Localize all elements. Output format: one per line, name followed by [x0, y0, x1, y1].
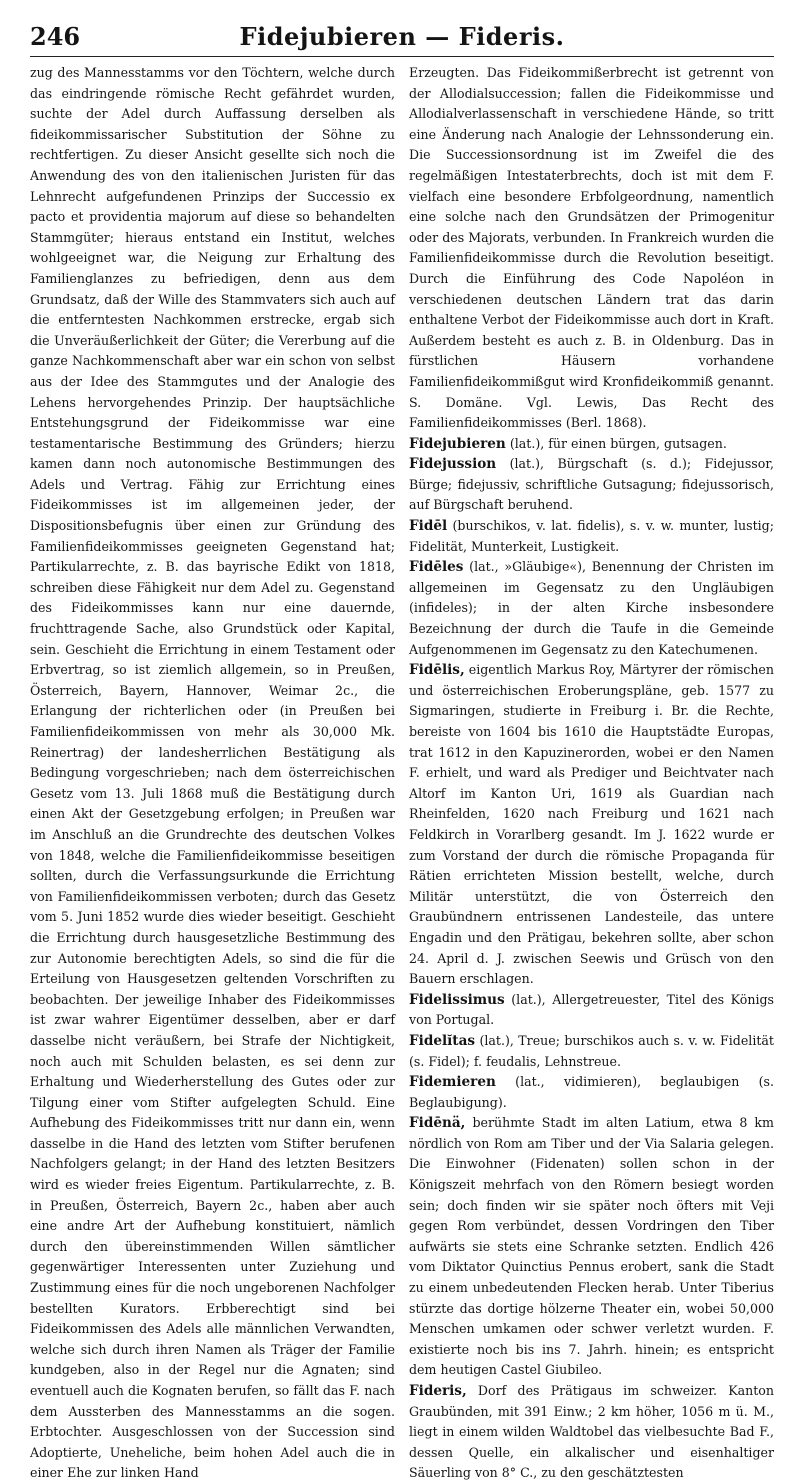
entry-headword: Fidejussion [409, 456, 497, 473]
left-column [30, 63, 395, 1484]
entry-text: eigentlich Markus Roy, Märtyrer der römischen und österreichischen Eroberungspläne, geb. 1577 zu Sigmaringen, studierte in Freiburg i. Br. die Rechte, bereiste von 1604 bis 1610 die Hauptstädte Europas, trat 1612 in den Kapuzinerorden, wobei er den Namen F. erhielt, und ward als Prediger und Beichtvater nach Altorf im Kanton Uri, 1619 als Guardian nach Rheinfelden, 1620 nach Freiburg und 1621 nach Feldkirch in Vorarlberg gesandt. Im J. 1622 wurde er zum Vorstand der durch die römische Propaganda für Rätien errichteten Mission bestellt, welche, durch Militär unterstützt, die von Österreich den Graubündnern entrissenen Landesteile, das untere Engadin und den Prätigau, bekehren sollte, aber schon 24. April d. J. zwischen Seewis und Grüsch von den Bauern erschlagen. [409, 662, 774, 987]
entry-fidejubieren [409, 434, 774, 455]
entry-headword: Fidelĭtas [409, 1032, 476, 1049]
entry-headword: Fideris, [409, 1383, 467, 1399]
entry-text: (lat., vidimieren), beglaubigen (s. Beglaubigung). [409, 1074, 774, 1110]
entry-text: Dorf des Prätigaus im schweizer. Kanton Graubünden, mit 391 Einw.; 2 km höher, 1056 m ü. M., liegt in einem wilden Waldtobel das vielbesuchte Bad F., dessen Quelle, ein alkalischer und eisenhaltiger Säuerling von 8° C., zu den geschätztesten [409, 1383, 774, 1481]
entry-fidenae [409, 1113, 774, 1381]
entry-fidemieren [409, 1072, 774, 1113]
entry-text: (lat.), Allergetreuester, Titel des Königs von Portugal. [409, 991, 774, 1028]
entry-headword: Fidejubieren [409, 435, 506, 452]
page-number: 246 [30, 22, 81, 51]
entry-headword: Fidēl [409, 518, 448, 535]
entry-fidelitas [409, 1031, 774, 1072]
text-columns [30, 63, 774, 1484]
running-head: Fidejubieren — Fideris. [239, 22, 565, 51]
right-column [409, 63, 774, 1484]
entry-fidelissimus [409, 990, 774, 1031]
entry-text: Erzeugten. Das Fideikommißerbrecht ist getrennt von der Allodialsuccession; fallen die Fideikommisse und Allodialverlassenschaft in verschiedene Hände, so tritt eine Änderung nach Analogie der Lehnssonderung ein. Die Successionsordnung ist im Zweifel die des regelmäßigen Intestaterbrechts, doch ist mit dem F. vielfach eine besondere Erbfolgeordnung, namentlich eine solche nach den Grundsätzen der Primogenitur oder des Majorats, verbunden. In Frankreich wurden die Familienfideikommisse durch die Revolution beseitigt. Durch die Einführung des Code Napoléon in verschiedenen deutschen Ländern trat das darin enthaltene Verbot der Fideikommisse auch dort in Kraft. Außerdem besteht es auch z. B. in Oldenburg. Das in fürstlichen Häusern vorhandene Familienfideikommißgut wird Kronfideikommiß genannt. S. Domäne. Vgl. Lewis, Das Recht des Familienfideikommisses (Berl. 1868). [409, 65, 774, 431]
entry-headword: Fidēnä, [409, 1115, 466, 1132]
entry-headword: Fidelissimus [409, 991, 505, 1008]
page-header [30, 18, 774, 57]
entry-text: (lat., »Gläubige«), Benennung der Christen im allgemeinen im Gegensatz zu den Ungläubigen (infideles); in der alten Kirche insbesondere Bezeichnung der durch die Taufe in die Gemeinde Aufgenommenen im Gegensatz zu den Katechumenen. [409, 559, 774, 657]
entry-fidel [409, 516, 774, 557]
entry-continuation [409, 63, 774, 434]
entry-text: (lat.), Treue; burschikos auch s. v. w. Fidelität (s. Fidel); f. feudalis, Lehnstreue. [409, 1032, 774, 1069]
entry-text: (lat.), Bürgschaft (s. d.); Fidejussor, Bürge; fidejussiv, schriftliche Gutsagung; fidejussorisch, auf Bürgschaft beruhend. [409, 456, 774, 513]
entry-fidejussion [409, 454, 774, 516]
left-column-text: zug des Mannesstamms vor den Töchtern, welche durch das eindringende römische Recht gefährdet wurden, suchte der Adel durch Auffassung derselben als fideikommissarischer Substitution der Söhne zu rechtfertigen. Zu dieser Ansicht gesellte sich noch die Anwendung des von den italienischen Juristen für das Lehnrecht aufgefundenen Prinzips der Successio ex pacto et providentia majorum auf diese so behandelten Stammgüter; hieraus entstand ein Institut, welches wohlgeeignet war, die Neigung zur Erhaltung des Familienglanzes zu befriedigen, denn aus dem Grundsatz, daß der Wille des Stammvaters sich auch auf die entferntesten Nachkommen erstrecke, ergab sich die Unveräußerlichkeit der Güter; die Vererbung auf die ganze Nachkommenschaft aber war ein schon von selbst aus der Idee des Stammgutes und der Analogie des Lehens hervorgehendes Prinzip. Der hauptsächliche Entstehungsgrund der Fideikommisse war eine testamentarische Bestimmung des Gründers; hierzu kamen dann noch autonomische Bestimmungen des Adels und Vertrag. Fähig zur Errichtung eines Fideikommisses ist im allgemeinen jeder, der Dispositionsbefugnis über einen zur Gründung des Familienfideikommisses geeigneten Gegenstand hat; Partikularrechte, z. B. das bayrische Edikt von 1818, schreiben diese Fähigkeit nur dem Adel zu. Gegenstand des Fideikommisses kann nur eine dauernde, fruchttragende Sache, also Grundstück oder Kapital, sein. Geschieht die Errichtung in einem Testament oder Erbvertrag, so ist ziemlich allgemein, so in Preußen, Österreich, Bayern, Hannover, Weimar 2c., die Erlangung der richterlichen oder (in Preußen bei Familienfideikommissen von mehr als 30,000 Mk. Reinertrag) der landesherrlichen Bestätigung als Bedingung vorgeschrieben; nach dem österreichischen Gesetz vom 13. Juli 1868 muß die Bestätigung durch einen Akt der Gesetzgebung erfolgen; in Preußen war im Anschluß an die Grundrechte des deutschen Volkes von 1848, welche die Familienfideikommisse beseitigen sollten, durch die Verfassungsurkunde die Errichtung von Familienfideikommissen verboten; durch das Gesetz vom 5. Juni 1852 wurde dies wieder beseitigt. Geschieht die Errichtung durch hausgesetzliche Bestimmung des zur Autonomie berechtigten Adels, so sind die für die Erteilung von Hausgesetzen geltenden Vorschriften zu beobachten. Der jeweilige Inhaber des Fideikommisses ist zwar wahrer Eigentümer desselben, aber er darf dasselbe nicht veräußern, bei Strafe der Nichtigkeit, noch auch mit Schulden belasten, es sei denn zur Erhaltung und Wiederherstellung des Gutes oder zur Tilgung einer vom Stifter aufgelegten Schuld. Eine Aufhebung des Fideikommisses tritt nur dann ein, wenn dasselbe in die Hand des letzten vom Stifter berufenen Nachfolgers gelangt; in der Hand des letzten Besitzers wird es wieder freies Eigentum. Partikularrechte, z. B. in Preußen, Österreich, Bayern 2c., haben aber auch eine andre Art der Aufhebung konstituiert, nämlich durch den übereinstimmenden Willen sämtlicher gegenwärtiger Interessenten unter Zuziehung und Zustimmung eines für die noch ungeborenen Nachfolger bestellten Kurators. Erbberechtigt sind bei Fideikommissen des Adels alle männlichen Verwandten, welche sich durch ihren Namen als Träger der Familie kundgeben, also in der Regel nur die Agnaten; sind eventuell auch die Kognaten berufen, so fällt das F. nach dem Aussterben des Mannesstamms an die sogen. Erbtochter. Ausgeschlossen von der Succession sind Adoptierte, Uneheliche, beim hohen Adel auch die in einer Ehe zur linken Hand [30, 65, 395, 1481]
entry-headword: Fidēlis, [409, 662, 465, 679]
entry-text: (lat.), für einen bürgen, gutsagen. [509, 435, 727, 451]
entry-text: berühmte Stadt im alten Latium, etwa 8 km nördlich von Rom am Tiber und der Via Salaria gelegen. Die Einwohner (Fidenaten) sollen schon in der Königszeit mehrfach von den Römern besiegt worden sein; doch finden wir sie später noch öfters mit Veji gegen Rom verbündet, dessen Vordringen den Tiber aufwärts sie stets eine Schranke setzten. Endlich 426 vom Diktator Quinctius Pennus erobert, sank die Stadt zu einem unbedeutenden Flecken herab. Unter Tiberius stürzte das dortige hölzerne Theater ein, wobei 50,000 Menschen umkamen oder schwer verletzt wurden. F. existierte noch bis ins 7. Jahrh. hinein; es entspricht dem heutigen Castel Giubileo. [409, 1115, 774, 1378]
entry-headword: Fidemieren [409, 1074, 496, 1091]
entry-fideles [409, 557, 774, 660]
entry-fidelis [409, 660, 774, 990]
entry-fideris [409, 1381, 774, 1484]
entry-text: (burschikos, v. lat. fidelis), s. v. w. munter, lustig; Fidelität, Munterkeit, Lustigkeit. [409, 518, 774, 554]
entry-headword: Fidēles [409, 559, 464, 576]
